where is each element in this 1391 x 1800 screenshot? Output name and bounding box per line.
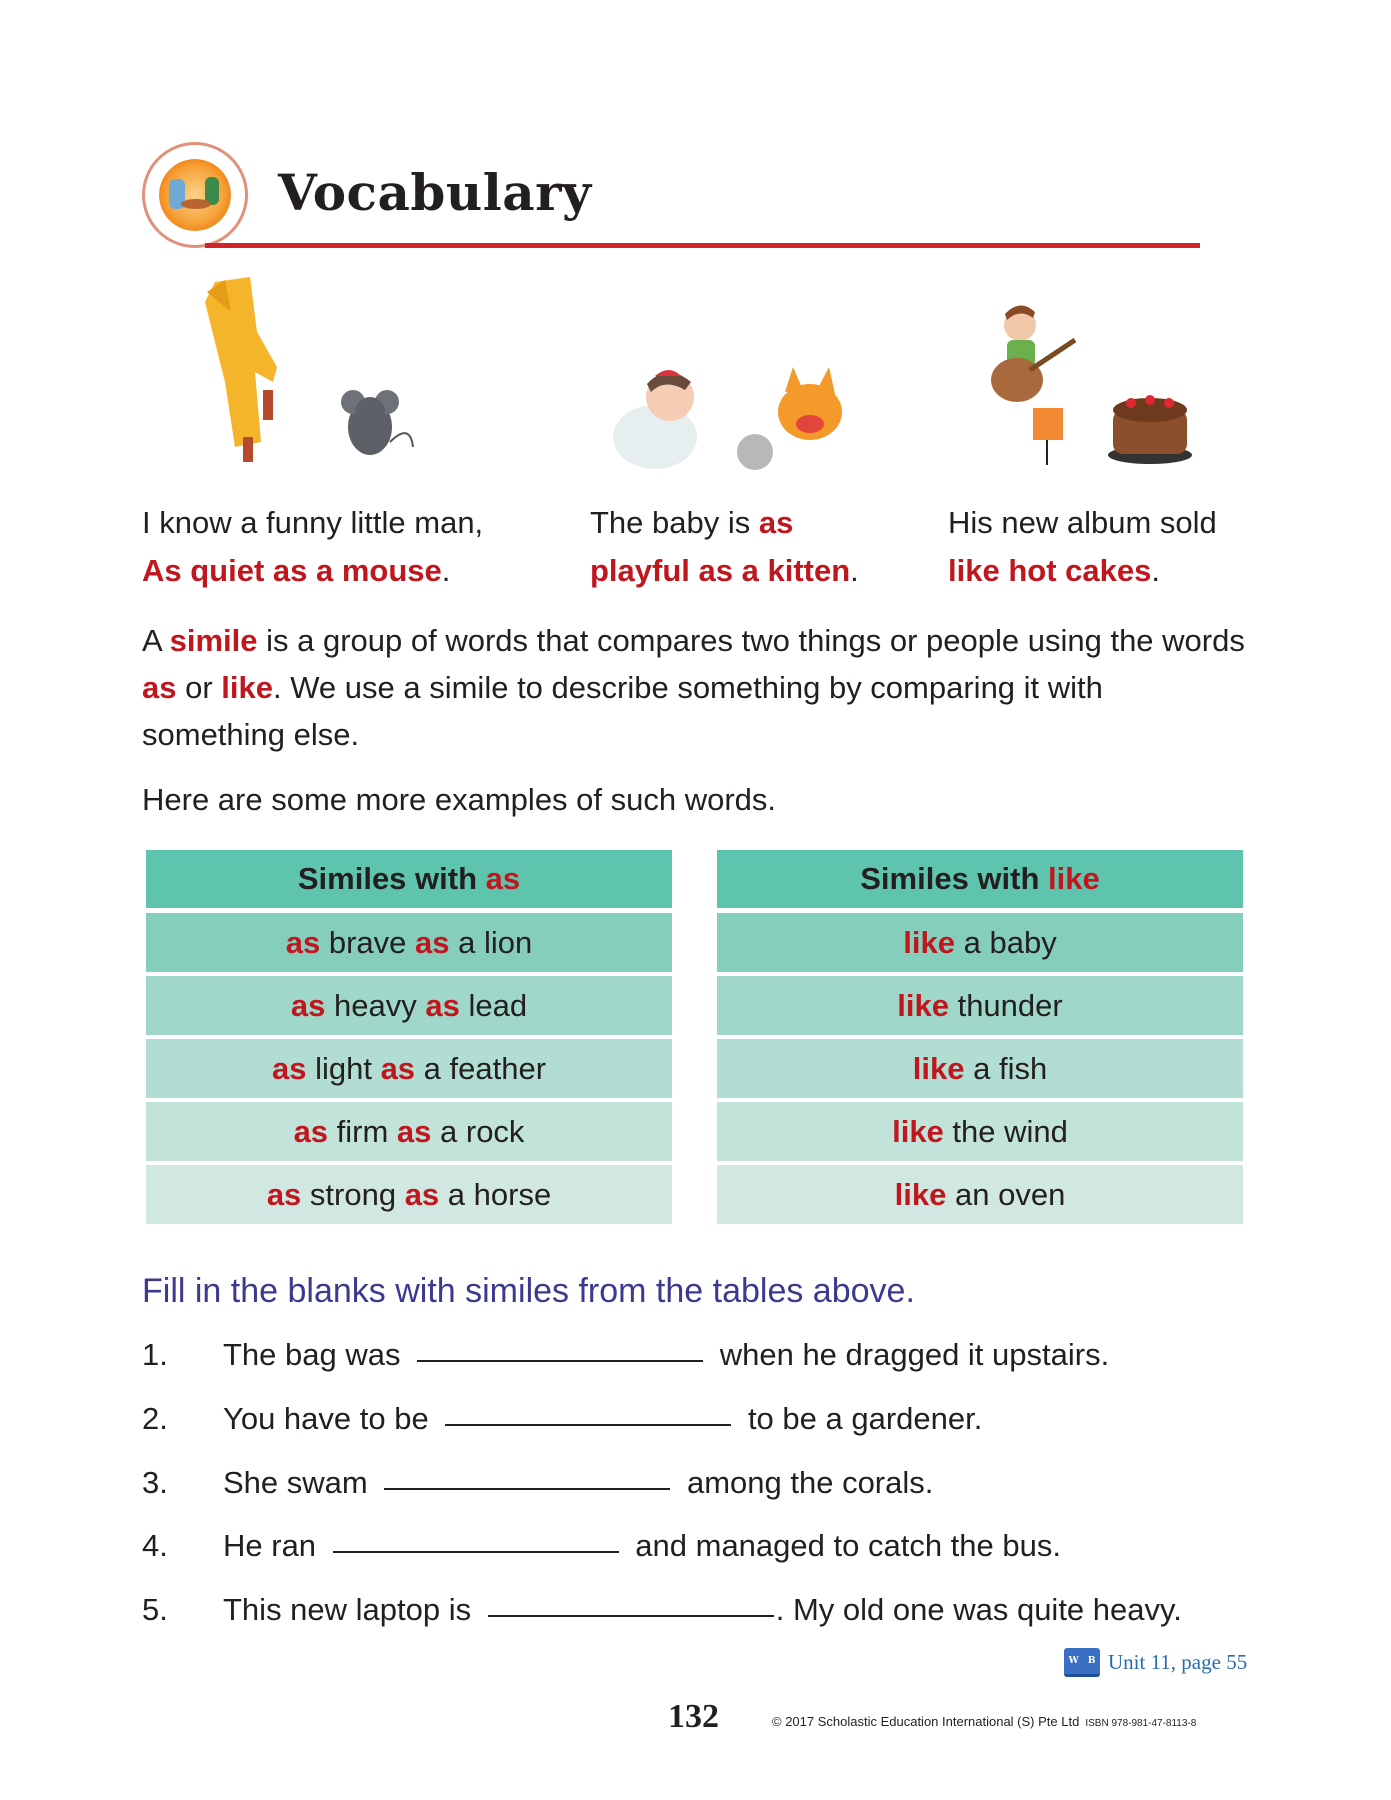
text: a baby (955, 924, 1057, 960)
simile-highlight: like hot cakes (948, 553, 1152, 588)
text: strong (301, 1176, 405, 1212)
text: a horse (439, 1176, 552, 1212)
keyword-as: as (142, 670, 177, 705)
text: or (176, 670, 222, 705)
exercise-item (142, 1337, 1109, 1373)
punctuation: . (441, 553, 451, 588)
keyword: like (894, 1176, 947, 1212)
item-text: The bag was (223, 1337, 410, 1372)
similes-with-like-table (717, 850, 1243, 1228)
punctuation: . (1151, 553, 1160, 588)
keyword: as (425, 987, 460, 1023)
text: is a group of words that compares two things or people using the words (257, 623, 1245, 658)
table-icon (181, 199, 211, 209)
text: the wind (943, 1113, 1068, 1149)
caption-line (948, 547, 1217, 595)
keyword-simile: simile (169, 623, 258, 658)
answer-blank[interactable] (445, 1424, 731, 1426)
table-row (146, 976, 672, 1035)
examples-intro: Here are some more examples of such words. (142, 782, 777, 817)
keyword: as (380, 1050, 416, 1086)
workbook-reference (1064, 1648, 1247, 1677)
table-row (717, 913, 1243, 972)
similes-with-as-table (146, 850, 672, 1228)
keyword: like (892, 1113, 944, 1149)
item-text: You have to be (223, 1401, 438, 1436)
text: a rock (431, 1113, 525, 1149)
exercise-instruction: Fill in the blanks with similes from the tables above. (142, 1272, 915, 1310)
text: lead (459, 987, 528, 1023)
keyword: like (897, 987, 949, 1023)
text: an oven (946, 1176, 1066, 1212)
table-header (717, 850, 1243, 908)
text: brave (320, 924, 416, 960)
isbn: ISBN 978-981-47-8113-8 (1085, 1718, 1197, 1729)
caption-line (142, 547, 483, 595)
item-text: . My old one was quite heavy. (775, 1592, 1182, 1627)
keyword: as (415, 924, 450, 960)
caption-line (590, 547, 859, 595)
simile-highlight: As quiet as a mouse (142, 553, 442, 588)
header-text: Similes with (860, 861, 1049, 896)
exercise-item (142, 1401, 982, 1437)
exercise-item (142, 1592, 1182, 1628)
text: thunder (948, 987, 1063, 1023)
item-text: to be a gardener. (739, 1401, 983, 1436)
keyword: as (285, 924, 321, 960)
copyright-text: © 2017 Scholastic Education International (S) Pte Ltd (772, 1714, 1080, 1729)
copyright-notice (772, 1714, 1196, 1729)
text: a feather (415, 1050, 547, 1086)
caption-mouse (142, 499, 483, 595)
table-row (146, 1102, 672, 1161)
table-row (146, 1165, 672, 1224)
item-text: This new laptop is (223, 1592, 480, 1627)
simile-highlight: as (758, 505, 794, 540)
table-row (146, 913, 672, 972)
text: a lion (449, 924, 533, 960)
answer-blank[interactable] (488, 1615, 774, 1617)
answer-blank[interactable] (384, 1488, 670, 1490)
item-number: 5. (142, 1592, 168, 1627)
item-text: and managed to catch the bus. (626, 1528, 1061, 1563)
table-row (717, 976, 1243, 1035)
table-header (146, 850, 672, 908)
text: light (306, 1050, 381, 1086)
exercise-item (142, 1465, 933, 1501)
item-number: 4. (142, 1528, 168, 1563)
punctuation: . (850, 553, 859, 588)
caption-line (590, 499, 859, 547)
text: . We use a simile to describe something by comparing it with something else. (142, 670, 1103, 752)
text: A (142, 623, 170, 658)
table-row (717, 1165, 1243, 1224)
title-underline-divider (205, 243, 1200, 248)
keyword: as (271, 1050, 307, 1086)
caption-line: His new album sold (948, 505, 1217, 540)
caption-hot-cakes (948, 499, 1217, 595)
simile-highlight: playful as a kitten (590, 553, 851, 588)
baby-and-kitten-illustration (585, 362, 875, 472)
text: firm (328, 1113, 397, 1149)
header-keyword: as (485, 861, 521, 896)
item-text: among the corals. (678, 1465, 934, 1500)
wb-letter: B (1087, 1656, 1096, 1666)
answer-blank[interactable] (417, 1360, 703, 1362)
item-number: 2. (142, 1401, 168, 1436)
caption-kitten (590, 499, 859, 595)
table-row (717, 1102, 1243, 1161)
item-text: He ran (223, 1528, 325, 1563)
keyword: as (396, 1113, 432, 1149)
workbook-reference-text: Unit 11, page 55 (1108, 1650, 1248, 1674)
keyword-like: like (221, 670, 273, 705)
guitarist-and-cake-illustration (985, 300, 1205, 470)
keyword: like (903, 924, 955, 960)
text: a fish (964, 1050, 1048, 1086)
exercise-item (142, 1528, 1061, 1564)
answer-blank[interactable] (333, 1551, 619, 1553)
item-number: 1. (142, 1337, 168, 1372)
table-row (717, 1039, 1243, 1098)
wb-letter: W (1068, 1656, 1079, 1666)
keyword: as (290, 987, 326, 1023)
keyword: as (293, 1113, 329, 1149)
keyword: as (266, 1176, 302, 1212)
item-text: when he dragged it upstairs. (711, 1337, 1110, 1372)
workbook-icon (1064, 1648, 1100, 1677)
vocabulary-chapter-icon (142, 142, 248, 248)
caption-text: The baby is (590, 505, 759, 540)
page-title: Vocabulary (278, 163, 592, 222)
girl-in-raincoat-and-mouse-illustration (195, 272, 435, 472)
item-number: 3. (142, 1465, 168, 1500)
header-keyword: like (1048, 861, 1100, 896)
caption-line: I know a funny little man, (142, 505, 484, 540)
header-text: Similes with (297, 861, 486, 896)
item-text: She swam (223, 1465, 377, 1500)
page-number: 132 (668, 1698, 719, 1735)
text: heavy (325, 987, 426, 1023)
keyword: like (912, 1050, 965, 1086)
simile-definition-paragraph (142, 617, 1252, 758)
table-row (146, 1039, 672, 1098)
keyword: as (404, 1176, 440, 1212)
